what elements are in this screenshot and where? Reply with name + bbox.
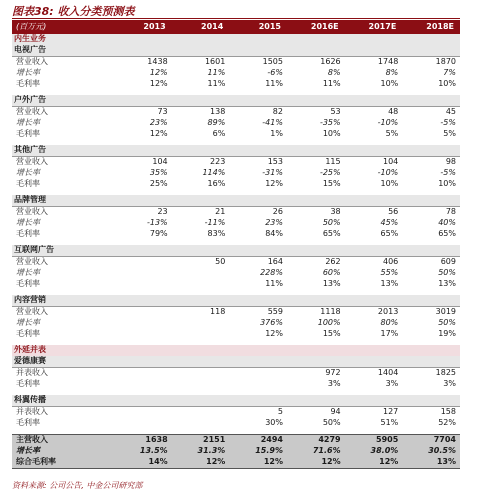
value-cell: 1118 bbox=[287, 307, 345, 319]
value-cell: 60% bbox=[322, 268, 341, 278]
section-header-cell bbox=[114, 395, 172, 407]
value-cell bbox=[114, 279, 172, 290]
value-cell bbox=[114, 329, 172, 340]
table-header-row bbox=[12, 20, 460, 34]
value-cell: -6% bbox=[267, 68, 283, 78]
section-header-cell bbox=[402, 95, 460, 107]
value-cell: 38.0% bbox=[345, 446, 403, 457]
table-row bbox=[12, 68, 460, 79]
value-cell: 104 bbox=[345, 157, 403, 169]
table-row bbox=[12, 229, 460, 240]
section-header-cell bbox=[287, 34, 345, 45]
section-header-cell bbox=[229, 95, 287, 107]
value-cell: 31.3% bbox=[172, 446, 230, 457]
value-cell: 12% bbox=[149, 68, 168, 78]
table-row bbox=[12, 107, 460, 119]
section-header-cell bbox=[402, 395, 460, 407]
year-header: 2015 bbox=[229, 20, 287, 34]
value-cell: 1870 bbox=[402, 57, 460, 69]
section-header-cell bbox=[402, 245, 460, 257]
value-cell: 223 bbox=[172, 157, 230, 169]
value-cell bbox=[172, 318, 230, 329]
value-cell: 80% bbox=[380, 318, 399, 328]
value-cell: 10% bbox=[380, 179, 399, 189]
row-label: 营业收入 bbox=[12, 307, 114, 319]
value-cell: 559 bbox=[229, 307, 287, 319]
figure-title: 图表38: 收入分类预测表 bbox=[12, 5, 135, 18]
section-header-cell bbox=[114, 34, 172, 45]
section-header-cell bbox=[114, 245, 172, 257]
value-cell bbox=[114, 368, 172, 380]
value-cell: 11% bbox=[207, 79, 226, 89]
section-header-row bbox=[12, 34, 460, 45]
value-cell: 19% bbox=[438, 329, 456, 339]
value-cell bbox=[114, 318, 172, 329]
value-cell: 1748 bbox=[345, 57, 403, 69]
value-cell: 1% bbox=[270, 129, 283, 139]
value-cell bbox=[229, 368, 287, 380]
section-header-cell bbox=[345, 395, 403, 407]
row-label: 增长率 bbox=[12, 446, 114, 457]
value-cell bbox=[114, 407, 172, 419]
value-cell: 52% bbox=[438, 418, 456, 428]
value-cell: 51% bbox=[380, 418, 399, 428]
value-cell: 8% bbox=[385, 68, 399, 78]
value-cell: 21 bbox=[172, 207, 230, 219]
value-cell: 115 bbox=[287, 157, 345, 169]
section-header-cell bbox=[287, 195, 345, 207]
value-cell: 2151 bbox=[172, 435, 230, 447]
section-header-cell bbox=[229, 45, 287, 57]
section-header-cell bbox=[114, 45, 172, 57]
value-cell: 1438 bbox=[114, 57, 172, 69]
value-cell: 10% bbox=[380, 79, 399, 89]
value-cell: 1638 bbox=[114, 435, 172, 447]
section-header-cell bbox=[402, 295, 460, 307]
value-cell: 17% bbox=[380, 329, 399, 339]
table-row bbox=[12, 318, 460, 329]
value-cell: -5% bbox=[440, 168, 456, 178]
value-cell: 12% bbox=[265, 329, 283, 339]
value-cell: 94 bbox=[287, 407, 345, 419]
section-header-row bbox=[12, 145, 460, 157]
value-cell: 138 bbox=[172, 107, 230, 119]
section-header-cell bbox=[345, 45, 403, 57]
section-header-cell bbox=[402, 195, 460, 207]
value-cell: 4279 bbox=[287, 435, 345, 447]
value-cell: -13% bbox=[146, 218, 168, 228]
table-row bbox=[12, 207, 460, 219]
value-cell: 79% bbox=[149, 229, 168, 239]
section-header-row bbox=[12, 356, 460, 368]
year-header: 2017E bbox=[345, 20, 403, 34]
row-label: 营业收入 bbox=[12, 57, 114, 69]
value-cell: 50% bbox=[438, 318, 456, 328]
unit-label: (百万元) bbox=[12, 20, 114, 34]
section-header-cell bbox=[345, 345, 403, 356]
value-cell bbox=[114, 257, 172, 269]
row-label: 营业收入 bbox=[12, 207, 114, 219]
section-header-cell bbox=[287, 95, 345, 107]
table-row bbox=[12, 168, 460, 179]
value-cell: 65% bbox=[438, 229, 456, 239]
table-row bbox=[12, 418, 460, 429]
section-header-cell bbox=[345, 195, 403, 207]
year-header: 2016E bbox=[287, 20, 345, 34]
value-cell: 12% bbox=[172, 457, 230, 469]
value-cell: 11% bbox=[265, 279, 283, 289]
row-label: 主营收入 bbox=[12, 435, 114, 447]
section-header-cell bbox=[172, 345, 230, 356]
section-header-row bbox=[12, 395, 460, 407]
section-header-cell bbox=[345, 295, 403, 307]
section-header-cell bbox=[345, 95, 403, 107]
section-header-row bbox=[12, 345, 460, 356]
row-label: 营业收入 bbox=[12, 107, 114, 119]
section-header-cell bbox=[172, 356, 230, 368]
revenue-forecast-table bbox=[12, 20, 460, 469]
table-row bbox=[12, 157, 460, 169]
value-cell: 1601 bbox=[172, 57, 230, 69]
value-cell: 13% bbox=[380, 279, 399, 289]
section-header-cell bbox=[229, 245, 287, 257]
value-cell: 12% bbox=[287, 457, 345, 469]
section-title: 户外广告 bbox=[12, 95, 114, 107]
value-cell: 8% bbox=[327, 68, 341, 78]
table-row bbox=[12, 329, 460, 340]
section-header-cell bbox=[114, 295, 172, 307]
value-cell: 2013 bbox=[345, 307, 403, 319]
value-cell: 50% bbox=[322, 418, 341, 428]
value-cell: 30.5% bbox=[402, 446, 460, 457]
value-cell: 2494 bbox=[229, 435, 287, 447]
section-header-cell bbox=[114, 95, 172, 107]
section-header-cell bbox=[172, 45, 230, 57]
section-header-row bbox=[12, 245, 460, 257]
section-title: 爱德康赛 bbox=[12, 356, 114, 368]
table-row bbox=[12, 368, 460, 380]
value-cell: 164 bbox=[229, 257, 287, 269]
value-cell: -35% bbox=[319, 118, 341, 128]
row-label: 增长率 bbox=[16, 268, 40, 278]
table-row bbox=[12, 268, 460, 279]
value-cell: 11% bbox=[265, 79, 283, 89]
section-title: 内生业务 bbox=[12, 34, 114, 45]
section-header-cell bbox=[172, 145, 230, 157]
table-row bbox=[12, 118, 460, 129]
section-header-cell bbox=[229, 395, 287, 407]
table-row bbox=[12, 218, 460, 229]
value-cell: 5 bbox=[229, 407, 287, 419]
section-header-cell bbox=[402, 145, 460, 157]
row-label: 营业收入 bbox=[12, 257, 114, 269]
section-header-cell bbox=[114, 345, 172, 356]
value-cell bbox=[114, 418, 172, 429]
table-row bbox=[12, 279, 460, 290]
title-rule bbox=[12, 18, 460, 19]
value-cell bbox=[172, 268, 230, 279]
value-cell: 38 bbox=[287, 207, 345, 219]
row-label: 毛利率 bbox=[16, 79, 40, 89]
value-cell: 89% bbox=[207, 118, 226, 128]
value-cell: 7704 bbox=[402, 435, 460, 447]
section-header-cell bbox=[229, 34, 287, 45]
row-label: 增长率 bbox=[16, 218, 40, 228]
value-cell: 23% bbox=[149, 118, 168, 128]
row-label: 营业收入 bbox=[12, 157, 114, 169]
section-header-cell bbox=[402, 45, 460, 57]
value-cell: 55% bbox=[380, 268, 399, 278]
section-header-cell bbox=[172, 245, 230, 257]
value-cell: 12% bbox=[345, 457, 403, 469]
row-label: 增长率 bbox=[16, 168, 40, 178]
section-title: 电视广告 bbox=[12, 45, 114, 57]
section-header-cell bbox=[402, 34, 460, 45]
value-cell: -5% bbox=[440, 118, 456, 128]
value-cell: 10% bbox=[438, 179, 456, 189]
section-header-cell bbox=[345, 34, 403, 45]
value-cell: 65% bbox=[380, 229, 399, 239]
table-row bbox=[12, 79, 460, 90]
section-header-cell bbox=[345, 245, 403, 257]
value-cell: 25% bbox=[149, 179, 168, 189]
value-cell: 13% bbox=[402, 457, 460, 469]
total-row bbox=[12, 446, 460, 457]
section-header-cell bbox=[172, 295, 230, 307]
value-cell: 45 bbox=[402, 107, 460, 119]
value-cell: 5% bbox=[385, 129, 399, 139]
value-cell: 50% bbox=[322, 218, 341, 228]
row-label: 毛利率 bbox=[16, 129, 40, 139]
table-row bbox=[12, 379, 460, 390]
section-title: 品牌管理 bbox=[12, 195, 114, 207]
value-cell: 1626 bbox=[287, 57, 345, 69]
value-cell: 3% bbox=[327, 379, 341, 389]
row-label: 综合毛利率 bbox=[12, 457, 114, 469]
value-cell: -41% bbox=[262, 118, 283, 128]
year-header: 2018E bbox=[402, 20, 460, 34]
section-header-cell bbox=[114, 195, 172, 207]
value-cell bbox=[114, 268, 172, 279]
value-cell: -10% bbox=[377, 168, 399, 178]
value-cell: 14% bbox=[114, 457, 172, 469]
value-cell: 1505 bbox=[229, 57, 287, 69]
year-header: 2013 bbox=[114, 20, 172, 34]
value-cell: 118 bbox=[172, 307, 230, 319]
value-cell: 376% bbox=[260, 318, 283, 328]
section-header-cell bbox=[402, 345, 460, 356]
value-cell: -31% bbox=[262, 168, 283, 178]
value-cell: 15.9% bbox=[229, 446, 287, 457]
section-header-cell bbox=[172, 195, 230, 207]
value-cell: 56 bbox=[345, 207, 403, 219]
value-cell: 972 bbox=[287, 368, 345, 380]
section-header-row bbox=[12, 195, 460, 207]
value-cell bbox=[172, 368, 230, 380]
value-cell: 40% bbox=[438, 218, 456, 228]
row-label: 增长率 bbox=[16, 68, 40, 78]
source-note: 资料来源: 公司公告, 中金公司研究部 bbox=[12, 481, 143, 490]
value-cell: 71.6% bbox=[287, 446, 345, 457]
section-header-row bbox=[12, 95, 460, 107]
row-label: 并表收入 bbox=[12, 368, 114, 380]
value-cell: 78 bbox=[402, 207, 460, 219]
table-row bbox=[12, 257, 460, 269]
value-cell: 609 bbox=[402, 257, 460, 269]
section-title: 科翼传播 bbox=[12, 395, 114, 407]
value-cell bbox=[114, 307, 172, 319]
value-cell: 114% bbox=[202, 168, 226, 178]
value-cell: 16% bbox=[207, 179, 226, 189]
value-cell: -25% bbox=[319, 168, 341, 178]
section-header-cell bbox=[229, 295, 287, 307]
row-label: 毛利率 bbox=[16, 279, 40, 289]
section-header-cell bbox=[114, 356, 172, 368]
value-cell bbox=[114, 379, 172, 390]
value-cell: 45% bbox=[380, 218, 399, 228]
section-header-cell bbox=[287, 395, 345, 407]
section-header-cell bbox=[172, 34, 230, 45]
value-cell: 11% bbox=[207, 68, 226, 78]
value-cell: 13.5% bbox=[114, 446, 172, 457]
section-title: 互联网广告 bbox=[12, 245, 114, 257]
value-cell: 12% bbox=[229, 457, 287, 469]
table-row bbox=[12, 57, 460, 69]
value-cell bbox=[172, 418, 230, 429]
value-cell: 84% bbox=[265, 229, 283, 239]
section-header-cell bbox=[345, 356, 403, 368]
value-cell: 10% bbox=[438, 79, 456, 89]
total-row bbox=[12, 457, 460, 469]
row-label: 毛利率 bbox=[16, 418, 40, 428]
value-cell: 5% bbox=[443, 129, 456, 139]
value-cell: 6% bbox=[212, 129, 226, 139]
section-header-cell bbox=[229, 345, 287, 356]
row-label: 毛利率 bbox=[16, 179, 40, 189]
section-header-cell bbox=[287, 145, 345, 157]
value-cell: 82 bbox=[229, 107, 287, 119]
value-cell: 100% bbox=[317, 318, 341, 328]
value-cell: 7% bbox=[443, 68, 456, 78]
value-cell: 104 bbox=[114, 157, 172, 169]
row-label: 并表收入 bbox=[12, 407, 114, 419]
section-title: 内容营销 bbox=[12, 295, 114, 307]
section-header-cell bbox=[229, 195, 287, 207]
section-header-cell bbox=[287, 245, 345, 257]
row-label: 增长率 bbox=[16, 318, 40, 328]
section-header-cell bbox=[287, 45, 345, 57]
value-cell: 35% bbox=[149, 168, 168, 178]
section-header-cell bbox=[229, 356, 287, 368]
value-cell bbox=[172, 329, 230, 340]
value-cell: 12% bbox=[265, 179, 283, 189]
section-header-cell bbox=[229, 145, 287, 157]
value-cell: 127 bbox=[345, 407, 403, 419]
section-header-row bbox=[12, 295, 460, 307]
value-cell: 83% bbox=[207, 229, 226, 239]
value-cell: 23% bbox=[265, 218, 283, 228]
value-cell: 50% bbox=[438, 268, 456, 278]
section-header-cell bbox=[114, 145, 172, 157]
value-cell: 15% bbox=[322, 179, 341, 189]
value-cell: 3% bbox=[443, 379, 456, 389]
value-cell: 13% bbox=[438, 279, 456, 289]
value-cell: 30% bbox=[265, 418, 283, 428]
section-title: 外延并表 bbox=[12, 345, 114, 356]
value-cell: 26 bbox=[229, 207, 287, 219]
year-header: 2014 bbox=[172, 20, 230, 34]
value-cell: 1825 bbox=[402, 368, 460, 380]
table-row bbox=[12, 407, 460, 419]
value-cell: 73 bbox=[114, 107, 172, 119]
value-cell: 3% bbox=[385, 379, 399, 389]
value-cell: 12% bbox=[149, 129, 168, 139]
value-cell bbox=[229, 379, 287, 390]
value-cell: 11% bbox=[322, 79, 341, 89]
value-cell: 23 bbox=[114, 207, 172, 219]
value-cell: 10% bbox=[322, 129, 341, 139]
value-cell: 98 bbox=[402, 157, 460, 169]
value-cell: 12% bbox=[149, 79, 168, 89]
section-header-cell bbox=[287, 345, 345, 356]
section-header-cell bbox=[287, 356, 345, 368]
table-row bbox=[12, 307, 460, 319]
value-cell: 158 bbox=[402, 407, 460, 419]
value-cell: 65% bbox=[322, 229, 341, 239]
table-row bbox=[12, 129, 460, 140]
value-cell bbox=[172, 379, 230, 390]
row-label: 毛利率 bbox=[16, 379, 40, 389]
value-cell: -11% bbox=[204, 218, 226, 228]
value-cell: -10% bbox=[377, 118, 399, 128]
table-body bbox=[12, 20, 460, 469]
row-label: 毛利率 bbox=[16, 229, 40, 239]
row-label: 增长率 bbox=[16, 118, 40, 128]
value-cell: 228% bbox=[260, 268, 283, 278]
value-cell: 15% bbox=[322, 329, 341, 339]
section-header-cell bbox=[345, 145, 403, 157]
table-row bbox=[12, 179, 460, 190]
section-header-cell bbox=[402, 356, 460, 368]
value-cell: 153 bbox=[229, 157, 287, 169]
value-cell: 13% bbox=[322, 279, 341, 289]
section-header-cell bbox=[172, 395, 230, 407]
value-cell: 53 bbox=[287, 107, 345, 119]
value-cell bbox=[172, 279, 230, 290]
value-cell: 262 bbox=[287, 257, 345, 269]
value-cell: 5905 bbox=[345, 435, 403, 447]
value-cell bbox=[172, 407, 230, 419]
row-label: 毛利率 bbox=[16, 329, 40, 339]
value-cell: 3019 bbox=[402, 307, 460, 319]
section-header-cell bbox=[287, 295, 345, 307]
value-cell: 48 bbox=[345, 107, 403, 119]
section-header-row bbox=[12, 45, 460, 57]
value-cell: 406 bbox=[345, 257, 403, 269]
section-title: 其他广告 bbox=[12, 145, 114, 157]
section-header-cell bbox=[172, 95, 230, 107]
value-cell: 1404 bbox=[345, 368, 403, 380]
total-row bbox=[12, 435, 460, 447]
value-cell: 50 bbox=[172, 257, 230, 269]
